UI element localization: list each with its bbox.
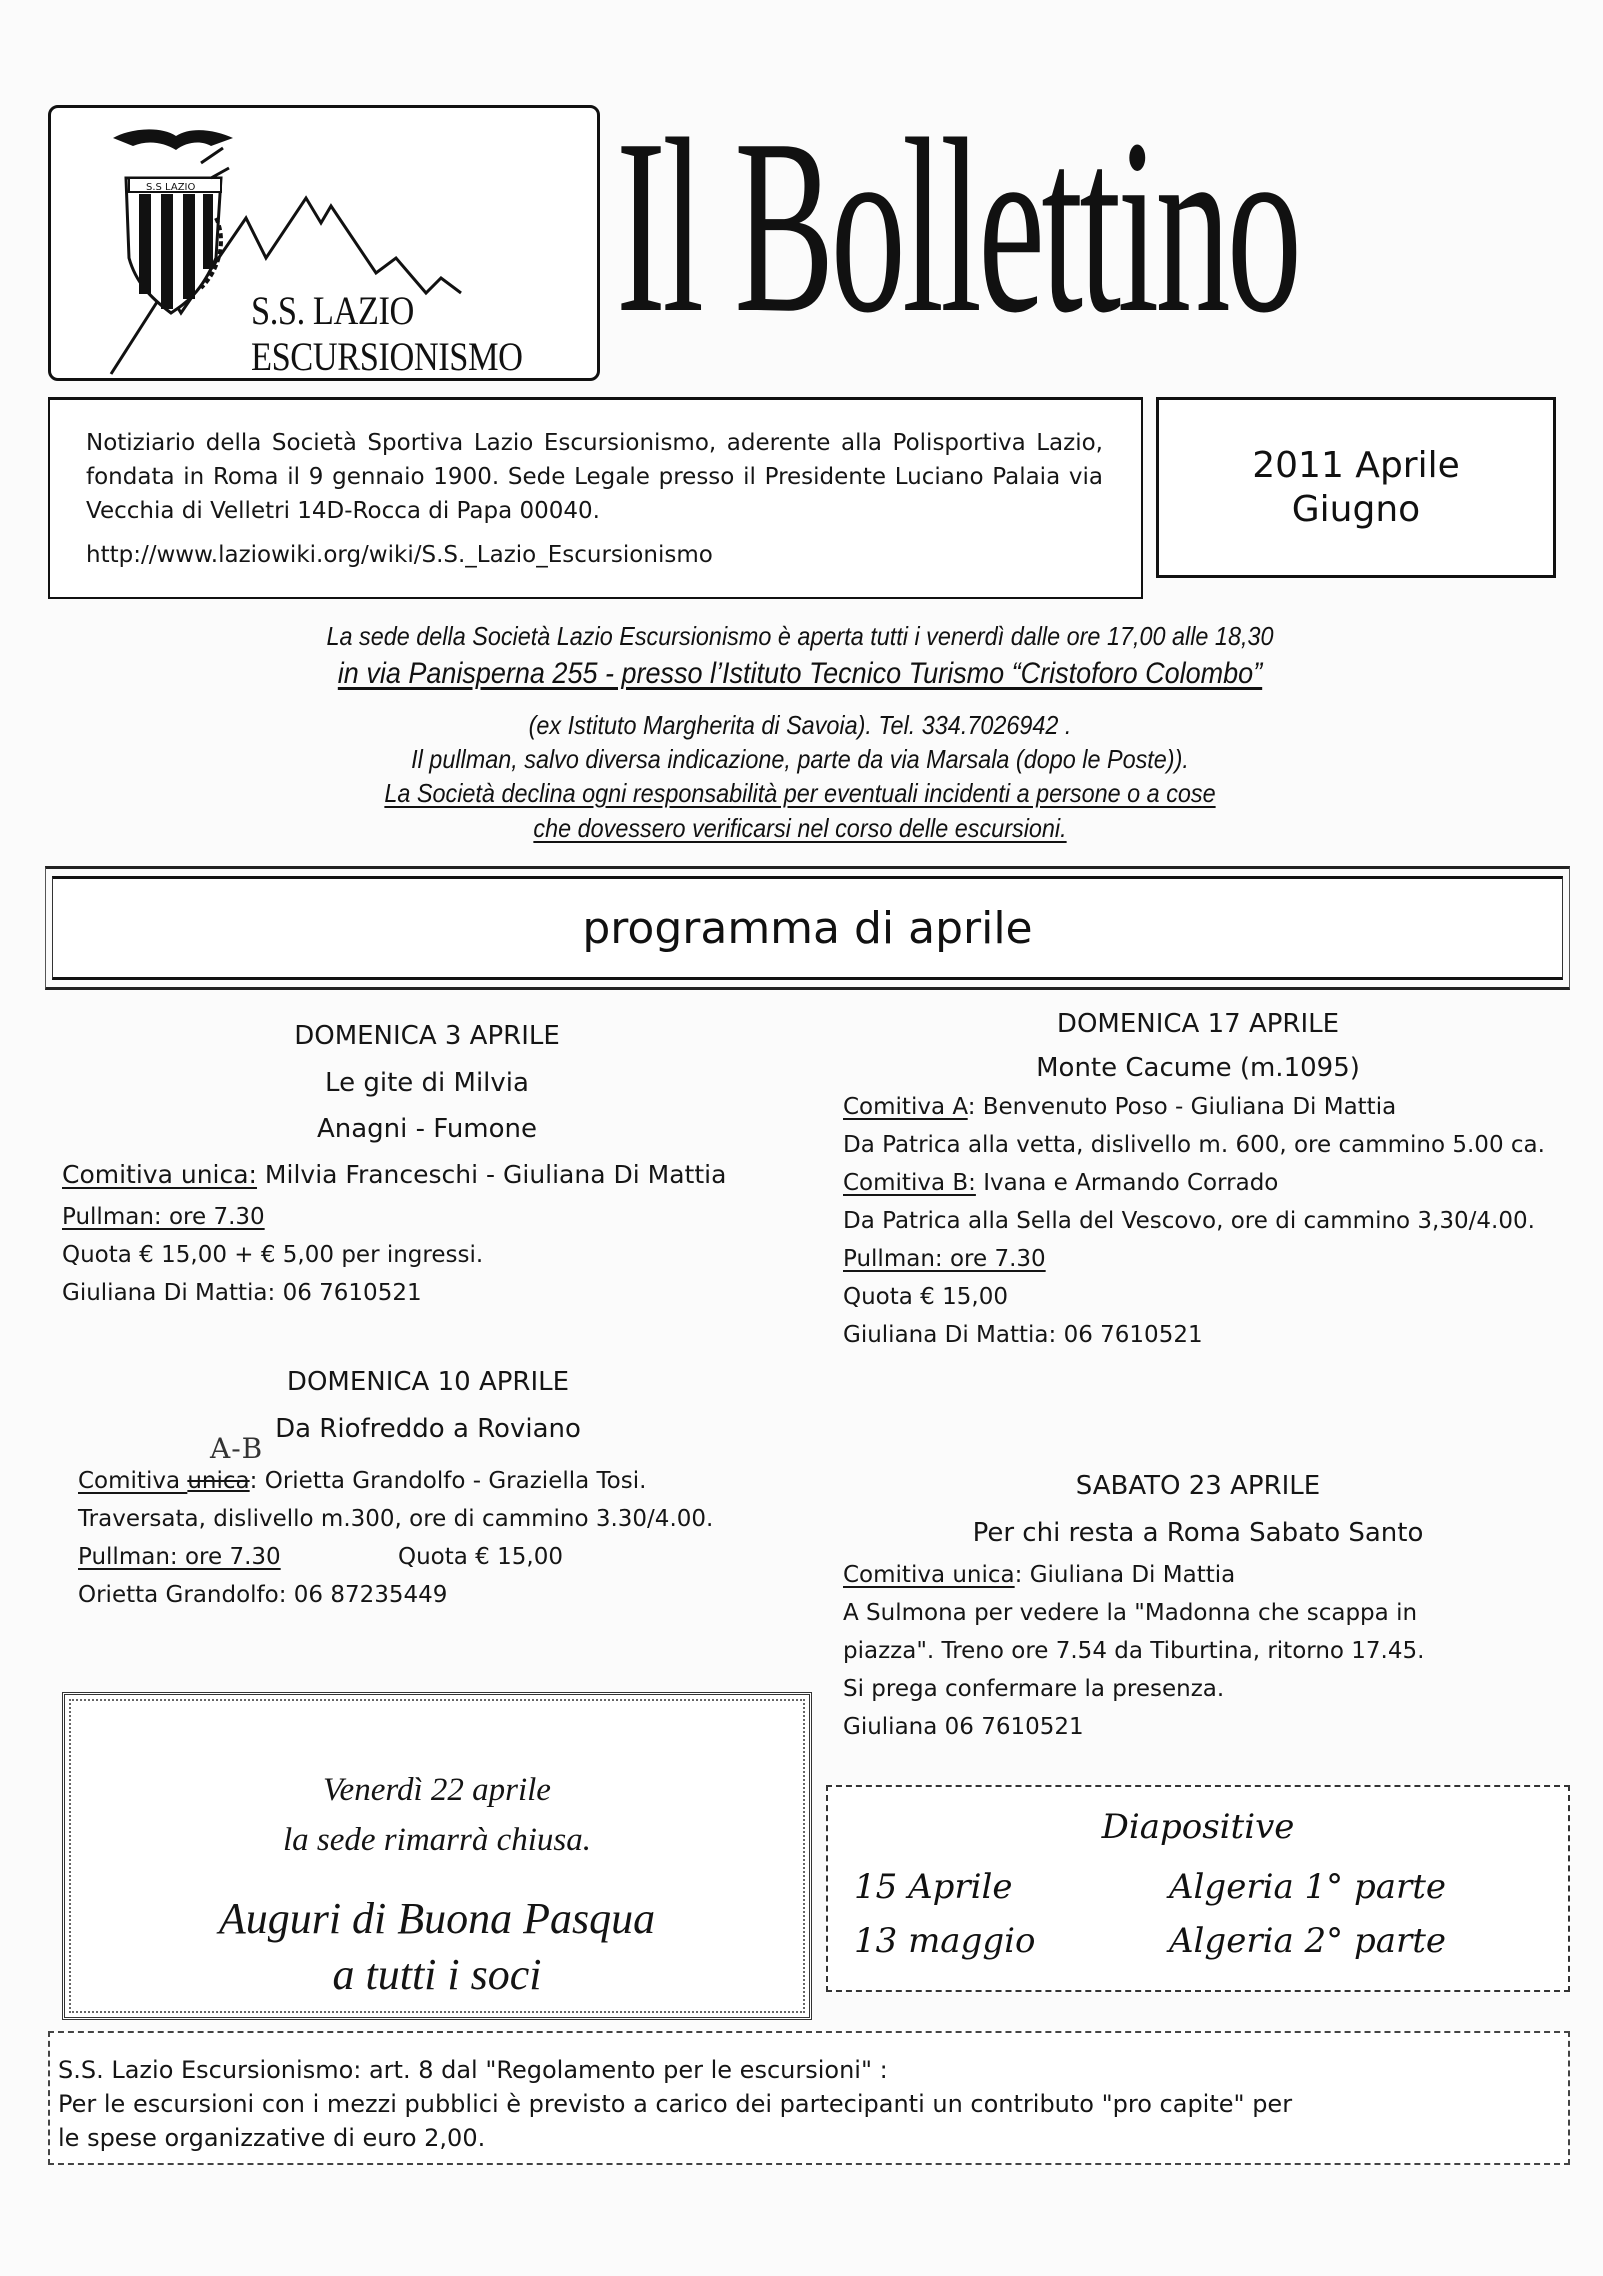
info-box	[48, 397, 1143, 599]
closure-text: la sede rimarrà chiusa.	[283, 1822, 591, 1858]
notice-line-3: (ex Istituto Margherita di Savoia). Tel. 334.7026942 .	[528, 710, 1072, 740]
group-b-details: Da Patrica alla Sella del Vescovo, ore di cammino 3,30/4.00.	[843, 1208, 1535, 1234]
svg-text:S.S LAZIO: S.S LAZIO	[146, 182, 196, 193]
event-apr-23	[843, 1462, 1553, 1746]
issue-date-box	[1156, 397, 1556, 578]
rules-line-3: le spese organizzative di euro 2,00.	[58, 2124, 486, 2152]
slideshow-title: Diapositive	[1101, 1807, 1295, 1847]
event-apr-10	[78, 1358, 778, 1614]
event-date: DOMENICA 3 APRILE	[294, 1021, 560, 1051]
slideshow-row	[854, 1867, 1446, 1907]
notice-disclaimer-2: che dovessero verificarsi nel corso delle escursioni.	[533, 813, 1067, 843]
slideshow-date: 13 maggio	[854, 1921, 1036, 1961]
program-banner	[45, 866, 1570, 990]
event-fee: Quota € 15,00 + € 5,00 per ingressi.	[62, 1242, 484, 1268]
event-contact: Giuliana Di Mattia: 06 7610521	[62, 1280, 422, 1306]
event-details: Traversata, dislivello m.300, ore di cammino 3.30/4.00.	[78, 1506, 714, 1532]
event-fee: Quota € 15,00	[843, 1284, 1008, 1310]
group-leaders: Milvia Franceschi - Giuliana Di Mattia	[256, 1160, 727, 1189]
slideshow-topic: Algeria 2° parte	[1169, 1921, 1447, 1961]
group-b-leaders: Ivana e Armando Corrado	[975, 1170, 1279, 1196]
slideshow-topic: Algeria 1° parte	[1169, 1867, 1447, 1907]
event-details-3: Si prega confermare la presenza.	[843, 1676, 1225, 1702]
event-title: Per chi resta a Roma Sabato Santo	[972, 1518, 1424, 1548]
easter-greeting-1: Auguri di Buona Pasqua	[218, 1894, 656, 1943]
logo-line-2: ESCURSIONISMO	[251, 334, 523, 379]
group-b-label: Comitiva B:	[843, 1170, 976, 1196]
bus-time: Pullman: ore 7.30	[78, 1544, 281, 1570]
group-label-struck: unica	[187, 1468, 250, 1494]
handwritten-note: A-B	[210, 1432, 264, 1465]
event-contact: Giuliana Di Mattia: 06 7610521	[843, 1322, 1203, 1348]
info-text: Notiziario della Società Sportiva Lazio Escursionismo, aderente alla Polisportiva Lazio, fondata in Roma il 9 gennaio 1900. Sede Legale presso il Presidente Luciano Palaia via Vecchia di Velletri 14D-Rocca di Papa 00040.	[86, 430, 1103, 524]
group-a-label: Comitiva A	[843, 1094, 968, 1120]
program-title: programma di aprile	[582, 902, 1033, 954]
rules-box	[48, 2031, 1570, 2165]
slideshow-box	[826, 1785, 1570, 1992]
easter-closure-box	[62, 1692, 812, 2020]
event-date: DOMENICA 17 APRILE	[1056, 1009, 1340, 1039]
closure-date: Venerdì 22 aprile	[323, 1772, 551, 1808]
event-details-1: A Sulmona per vedere la "Madonna che scappa in	[843, 1600, 1418, 1626]
bus-time: Pullman: ore 7.30	[62, 1204, 265, 1230]
group-a-details: Da Patrica alla vetta, dislivello m. 600, ore cammino 5.00 ca.	[843, 1132, 1545, 1158]
event-title: Monte Cacume (m.1095)	[1036, 1053, 1360, 1083]
event-details-2: piazza". Treno ore 7.54 da Tiburtina, ritorno 17.45.	[843, 1638, 1425, 1664]
notice-address: in via Panisperna 255 - presso l’Istituto Tecnico Turismo “Cristoforo Colombo”	[337, 657, 1263, 690]
event-title: Le gite di Milvia	[325, 1068, 529, 1098]
event-contact: Orietta Grandolfo: 06 87235449	[78, 1582, 448, 1608]
notice-line-1: La sede della Società Lazio Escursionismo è aperta tutti i venerdì dalle ore 17,00 alle 18,30	[326, 621, 1274, 651]
logo-line-1: S.S. LAZIO	[251, 288, 414, 333]
event-contact: Giuliana 06 7610521	[843, 1714, 1084, 1740]
issue-date-line-1: 2011 Aprile	[1252, 444, 1460, 486]
issue-date-line-2: Giugno	[1291, 488, 1421, 530]
rules-line-1: S.S. Lazio Escursionismo: art. 8 dal "Regolamento per le escursioni" :	[58, 2056, 888, 2084]
event-apr-17	[843, 1000, 1553, 1354]
event-title: Da Riofreddo a Roviano	[275, 1414, 581, 1444]
event-subtitle: Anagni - Fumone	[316, 1114, 538, 1144]
notice-line-4: Il pullman, salvo diversa indicazione, parte da via Marsala (dopo le Poste)).	[411, 744, 1189, 774]
logo-box	[48, 105, 600, 381]
logo-text	[251, 288, 523, 380]
event-apr-3	[62, 1012, 792, 1312]
event-fee: Quota € 15,00	[398, 1544, 563, 1570]
notice-disclaimer-1: La Società declina ogni responsabilità per eventuali incidenti a persone o a cose	[384, 778, 1216, 808]
easter-greeting-2: a tutti i soci	[332, 1950, 542, 1999]
event-date: DOMENICA 10 APRILE	[286, 1367, 570, 1397]
eagle-shield-icon	[113, 129, 233, 313]
group-leaders: : Orietta Grandolfo - Graziella Tosi.	[249, 1468, 647, 1494]
rules-line-2: Per le escursioni con i mezzi pubblici è previsto a carico dei partecipanti un contributo "pro capite" per	[58, 2090, 1293, 2118]
slideshow-row	[854, 1921, 1446, 1961]
group-label: Comitiva unica:	[62, 1160, 257, 1189]
event-date: SABATO 23 APRILE	[1075, 1471, 1321, 1501]
bus-time: Pullman: ore 7.30	[843, 1246, 1046, 1272]
newsletter-title: Il Bollettino	[616, 88, 1299, 365]
website-link[interactable]: http://www.laziowiki.org/wiki/S.S._Lazio_Escursionismo	[86, 542, 713, 568]
group-leaders: : Giuliana Di Mattia	[1014, 1562, 1236, 1588]
group-a-leaders: : Benvenuto Poso - Giuliana Di Mattia	[967, 1094, 1397, 1120]
slideshow-date: 15 Aprile	[854, 1867, 1013, 1907]
group-label: Comitiva	[78, 1468, 188, 1494]
group-label: Comitiva unica	[843, 1562, 1015, 1588]
